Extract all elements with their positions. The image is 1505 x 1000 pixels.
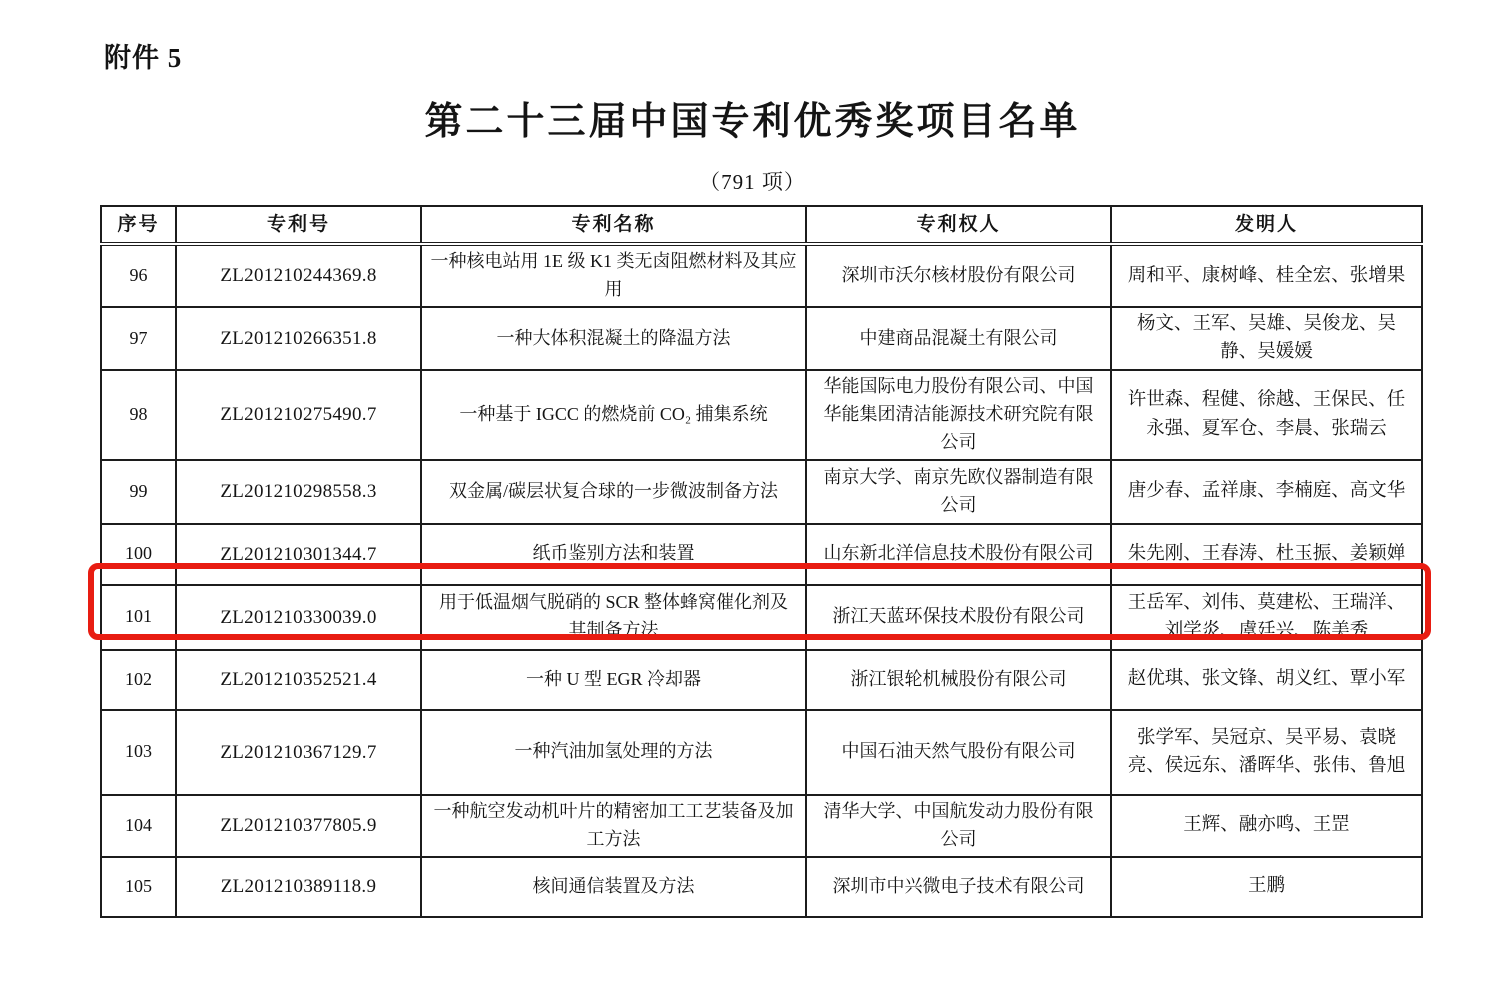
col-header-patentee: 专利权人 <box>806 206 1111 244</box>
page-title: 第二十三届中国专利优秀奖项目名单 <box>424 101 1081 143</box>
table-row <box>101 524 1422 585</box>
cell-patent-no: ZL201210298558.3 <box>176 460 421 524</box>
cell-patentee: 清华大学、中国航发动力股份有限公司 <box>806 795 1111 857</box>
cell-no: 100 <box>101 524 176 585</box>
cell-patent-name: 用于低温烟气脱硝的 SCR 整体蜂窝催化剂及其制备方法 <box>421 585 806 650</box>
cell-patent-name: 一种航空发动机叶片的精密加工工艺装备及加工方法 <box>421 795 806 857</box>
cell-inventors: 赵优琪、张文锋、胡义红、覃小军 <box>1111 650 1422 710</box>
cell-no: 104 <box>101 795 176 857</box>
cell-patent-no: ZL201210275490.7 <box>176 370 421 460</box>
cell-patent-no: ZL201210330039.0 <box>176 585 421 650</box>
cell-inventors: 王岳军、刘伟、莫建松、王瑞洋、刘学炎、虞廷兴、陈美秀 <box>1111 585 1422 650</box>
cell-patentee: 浙江天蓝环保技术股份有限公司 <box>806 585 1111 650</box>
table-row-highlighted <box>101 585 1422 650</box>
cell-inventors: 朱先刚、王春涛、杜玉振、姜颖婵 <box>1111 524 1422 585</box>
table-row <box>101 710 1422 795</box>
cell-inventors: 杨文、王军、吴雄、吴俊龙、吴静、吴媛媛 <box>1111 307 1422 370</box>
cell-patent-name: 双金属/碳层状复合球的一步微波制备方法 <box>421 460 806 524</box>
cell-patent-no: ZL201210377805.9 <box>176 795 421 857</box>
cell-inventors: 周和平、康树峰、桂全宏、张增果 <box>1111 244 1422 307</box>
table-row <box>101 460 1422 524</box>
cell-patent-no: ZL201210367129.7 <box>176 710 421 795</box>
cell-patent-name: 一种基于 IGCC 的燃烧前 CO₂ 捕集系统 <box>421 370 806 460</box>
cell-patentee: 华能国际电力股份有限公司、中国华能集团清洁能源技术研究院有限公司 <box>806 370 1111 460</box>
cell-patent-name: 纸币鉴别方法和装置 <box>421 524 806 585</box>
cell-no: 99 <box>101 460 176 524</box>
cell-patent-name: 一种 U 型 EGR 冷却器 <box>421 650 806 710</box>
col-header-inventors: 发明人 <box>1111 206 1422 244</box>
cell-patentee: 中国石油天然气股份有限公司 <box>806 710 1111 795</box>
col-header-patent-name: 专利名称 <box>421 206 806 244</box>
cell-patent-no: ZL201210389118.9 <box>176 857 421 917</box>
cell-patentee: 深圳市沃尔核材股份有限公司 <box>806 244 1111 307</box>
cell-inventors: 王鹏 <box>1111 857 1422 917</box>
cell-inventors: 许世森、程健、徐越、王保民、任永强、夏军仓、李晨、张瑞云 <box>1111 370 1422 460</box>
attachment-label: 附件 5 <box>104 43 183 73</box>
cell-no: 96 <box>101 244 176 307</box>
cell-patentee: 浙江银轮机械股份有限公司 <box>806 650 1111 710</box>
table-header-row <box>101 206 1422 244</box>
cell-no: 98 <box>101 370 176 460</box>
page-subtitle: （791 项） <box>699 170 806 194</box>
table-row <box>101 370 1422 460</box>
cell-inventors: 王辉、融亦鸣、王罡 <box>1111 795 1422 857</box>
cell-patentee: 山东新北洋信息技术股份有限公司 <box>806 524 1111 585</box>
table-row <box>101 307 1422 370</box>
table-row <box>101 795 1422 857</box>
cell-no: 102 <box>101 650 176 710</box>
table-row <box>101 857 1422 917</box>
cell-patent-no: ZL201210244369.8 <box>176 244 421 307</box>
col-header-patent-no: 专利号 <box>176 206 421 244</box>
cell-patentee: 南京大学、南京先欧仪器制造有限公司 <box>806 460 1111 524</box>
cell-patent-name: 一种大体积混凝土的降温方法 <box>421 307 806 370</box>
cell-no: 101 <box>101 585 176 650</box>
cell-inventors: 唐少春、孟祥康、李楠庭、高文华 <box>1111 460 1422 524</box>
cell-patent-no: ZL201210352521.4 <box>176 650 421 710</box>
cell-no: 103 <box>101 710 176 795</box>
cell-inventors: 张学军、吴冠京、吴平易、袁晓亮、侯远东、潘晖华、张伟、鲁旭 <box>1111 710 1422 795</box>
cell-no: 105 <box>101 857 176 917</box>
cell-patent-no: ZL201210266351.8 <box>176 307 421 370</box>
cell-patent-name: 核间通信装置及方法 <box>421 857 806 917</box>
table-row <box>101 650 1422 710</box>
cell-patent-no: ZL201210301344.7 <box>176 524 421 585</box>
table-row <box>101 244 1422 307</box>
col-header-no: 序号 <box>101 206 176 244</box>
cell-patentee: 深圳市中兴微电子技术有限公司 <box>806 857 1111 917</box>
cell-patent-name: 一种核电站用 1E 级 K1 类无卤阻燃材料及其应用 <box>421 244 806 307</box>
cell-no: 97 <box>101 307 176 370</box>
patent-award-table <box>100 205 1423 918</box>
cell-patentee: 中建商品混凝土有限公司 <box>806 307 1111 370</box>
cell-patent-name: 一种汽油加氢处理的方法 <box>421 710 806 795</box>
